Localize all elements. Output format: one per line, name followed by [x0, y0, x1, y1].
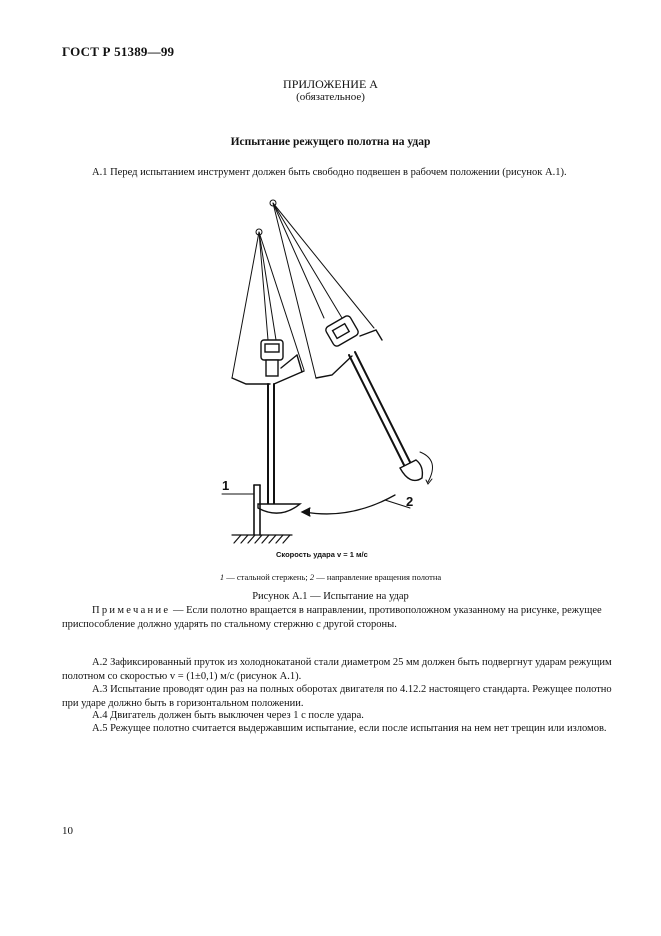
figure-label-1: 1 [222, 478, 230, 493]
paragraph-a1: А.1 Перед испытанием инструмент должен быть свободно подвешен в рабочем положении (рисунок А.1). [92, 167, 567, 178]
figure-legend [0, 572, 661, 582]
paragraph-a3: А.3 Испытание проводят один раз на полных оборотах двигателя по 4.12.2 настоящего стандарта. Режущее полотно при ударе должно быть в горизонтальном положении. [62, 684, 612, 709]
appendix-subtitle: (обязательное) [296, 91, 365, 103]
impact-speed-label: Скорость удара v = 1 м/с [276, 550, 368, 559]
appendix-title: ПРИЛОЖЕНИЕ А [283, 77, 378, 91]
page-number: 10 [62, 825, 73, 837]
note-label: Примечание [92, 605, 171, 616]
note-paragraph [62, 604, 622, 631]
paragraph-a2: А.2 Зафиксированный пруток из холоднокатаной стали диаметром 25 мм должен быть подвергнут ударам режущим полотном со скоростью v = (1±0,1) м/с (рисунок А.1). [62, 657, 612, 682]
section-title: Испытание режущего полотна на удар [230, 136, 431, 148]
impact-test-figure [210, 190, 470, 565]
note-text: — Если полотно вращается в направлении, противоположном указанному на рисунке, режущее приспособление должно ударять по стальному стержню с другой стороны. [62, 605, 602, 630]
figure-caption: Рисунок А.1 — Испытание на удар [252, 591, 409, 602]
paragraph-a5: А.5 Режущее полотно считается выдержавшим испытание, если после испытания на нем нет трещин или изломов. [92, 723, 607, 734]
vertical-tool [232, 340, 304, 513]
legend-number-1: 1 [219, 572, 225, 582]
steel-rod [254, 485, 260, 535]
ropes-swung-tool [273, 203, 374, 378]
figure-label-2: 2 [406, 494, 414, 509]
legend-number-2: 2 [309, 572, 315, 582]
ground [232, 535, 292, 543]
paragraph-a4: А.4 Двигатель должен быть выключен через 1 с после удара. [92, 710, 364, 721]
legend-text-1: — стальной стержень; [224, 572, 310, 582]
swing-direction-arrow [302, 495, 395, 516]
standard-number: ГОСТ Р 51389—99 [62, 44, 175, 59]
swung-tool [316, 314, 433, 484]
legend-text-2: — направление вращения полотна [314, 572, 442, 582]
